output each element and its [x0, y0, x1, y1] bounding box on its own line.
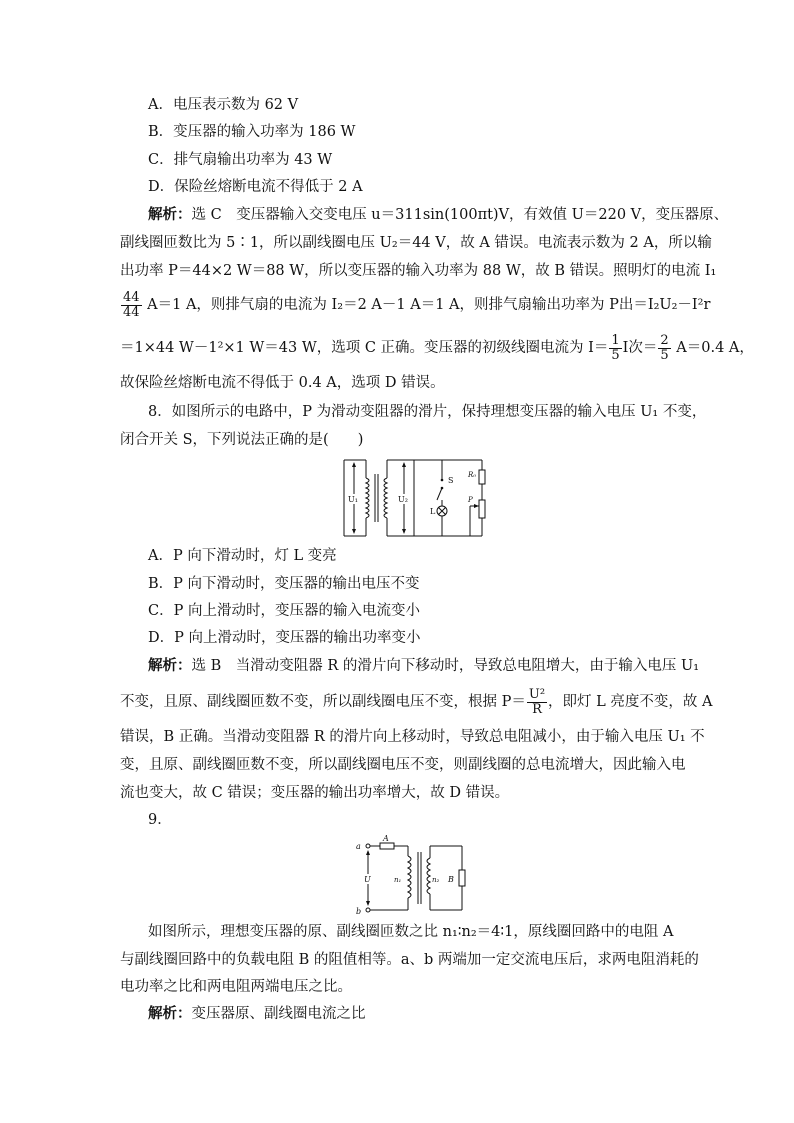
q7-solution-line4: $\frac{44}{44}$ A＝1 A，则排气扇的电流为 I₂＝2 A－1 A＝1 A，则排气扇输出功率为 P出＝I₂U₂－I²r	[123, 289, 711, 320]
fraction-44-44: $\frac{44}{44}$	[123, 289, 140, 320]
fraction-2-5: $\frac{2}{5}$	[660, 332, 669, 363]
q8-stem-line2: 闭合开关 S，下列说法正确的是( )	[120, 432, 364, 448]
q8-solution-line3: 错误，B 正确。当滑动变阻器 R 的滑片向上移动时，导致总电阻减小，由于输入电压 U₁ 不	[120, 729, 705, 745]
q9-circuit-diagram	[352, 834, 472, 918]
q7-option-d: D．保险丝熔断电流不得低于 2 A	[148, 179, 363, 195]
label-u1: U₁	[348, 495, 358, 504]
q7-solution-line5: ＝1×44 W－1²×1 W＝43 W，选项 C 正确。变压器的初级线圈电流为 I＝ $\frac{1}{5}$ I次＝ $\frac{2}{5}$ A＝0.4 A，	[120, 332, 754, 363]
q8-option-d: D．P 向上滑动时，变压器的输出功率变小	[148, 630, 421, 646]
q8-circuit-diagram	[330, 456, 495, 540]
label-n2: n₂	[432, 876, 440, 884]
label-a: a	[356, 842, 361, 851]
q8-stem-line1: 8．如图所示的电路中，P 为滑动变阻器的滑片，保持理想变压器的输入电压 U₁ 不变，	[148, 404, 707, 420]
fraction-u2-r: $\frac{\text{U²}}{R}$	[528, 686, 546, 717]
q7-option-c: C．排气扇输出功率为 43 W	[148, 152, 333, 168]
label-resistor-b: B	[448, 875, 454, 884]
q8-option-b: B．P 向下滑动时，变压器的输出电压不变	[148, 576, 420, 592]
label-u: U	[364, 875, 371, 884]
label-b: b	[356, 907, 362, 916]
q9-stem-line1: 如图所示，理想变压器的原、副线圈匝数之比 n₁∶n₂＝4∶1，原线圈回路中的电阻 A	[148, 924, 674, 940]
label-resistor-a: A	[383, 834, 389, 843]
fraction-1-5: $\frac{1}{5}$	[611, 332, 620, 363]
q7-solution-line2: 副线圈匝数比为 5∶1，所以副线圈电压 U₂＝44 V，故 A 错误。电流表示数为 2 A，所以输	[120, 235, 712, 251]
q7-option-b: B．变压器的输入功率为 186 W	[148, 124, 356, 140]
label-u2: U₂	[398, 495, 408, 504]
q8-solution-line4: 变，且原、副线圈匝数不变，所以副线圈电压不变，则副线圈的总电流增大，因此输入电	[120, 757, 686, 773]
q8-solution-line2: 不变，且原、副线圈匝数不变，所以副线圈电压不变，根据 P＝ $\frac{\text{U²}}{R}$ ，即灯 L 亮度不变，故 A	[120, 686, 713, 717]
q9-number: 9．	[148, 812, 172, 828]
q9-solution-label: 解析：	[148, 1005, 192, 1022]
label-n1: n₁	[394, 876, 402, 884]
q7-option-a: A．电压表示数为 62 V	[148, 97, 299, 113]
label-p: P	[468, 496, 473, 504]
label-l: L	[430, 507, 436, 516]
label-s: S	[448, 476, 454, 485]
q8-solution-line1: 解析：选 B 当滑动变阻器 R 的滑片向下移动时，导致总电阻增大，由于输入电压 U₁	[148, 657, 700, 674]
q9-stem-line2: 与副线圈回路中的负载电阻 B 的阻值相等。a、b 两端加一定交流电压后，求两电阻消耗的	[120, 952, 699, 968]
q8-option-a: A．P 向下滑动时，灯 L 变亮	[148, 548, 337, 564]
q7-solution-line6: 故保险丝熔断电流不得低于 0.4 A，选项 D 错误。	[120, 375, 445, 391]
q8-solution-line5: 流也变大，故 C 错误；变压器的输出功率增大，故 D 错误。	[120, 785, 510, 801]
q9-stem-line3: 电功率之比和两电阻两端电压之比。	[120, 979, 352, 995]
label-r0: R₀	[468, 471, 477, 479]
q9-solution-line1: 解析：变压器原、副线圈电流之比	[148, 1005, 366, 1022]
q8-option-c: C．P 向上滑动时，变压器的输入电流变小	[148, 603, 420, 619]
q7-solution-label: 解析：	[148, 206, 192, 223]
q7-solution-line3: 出功率 P＝44×2 W＝88 W，所以变压器的输入功率为 88 W，故 B 错误。照明灯的电流 I₁	[120, 263, 717, 279]
q7-solution-line1: 解析：选 C 变压器输入交变电压 u＝311sin(100πt)V，有效值 U＝220 V，变压器原、	[148, 206, 729, 223]
q8-solution-label: 解析：	[148, 657, 192, 674]
